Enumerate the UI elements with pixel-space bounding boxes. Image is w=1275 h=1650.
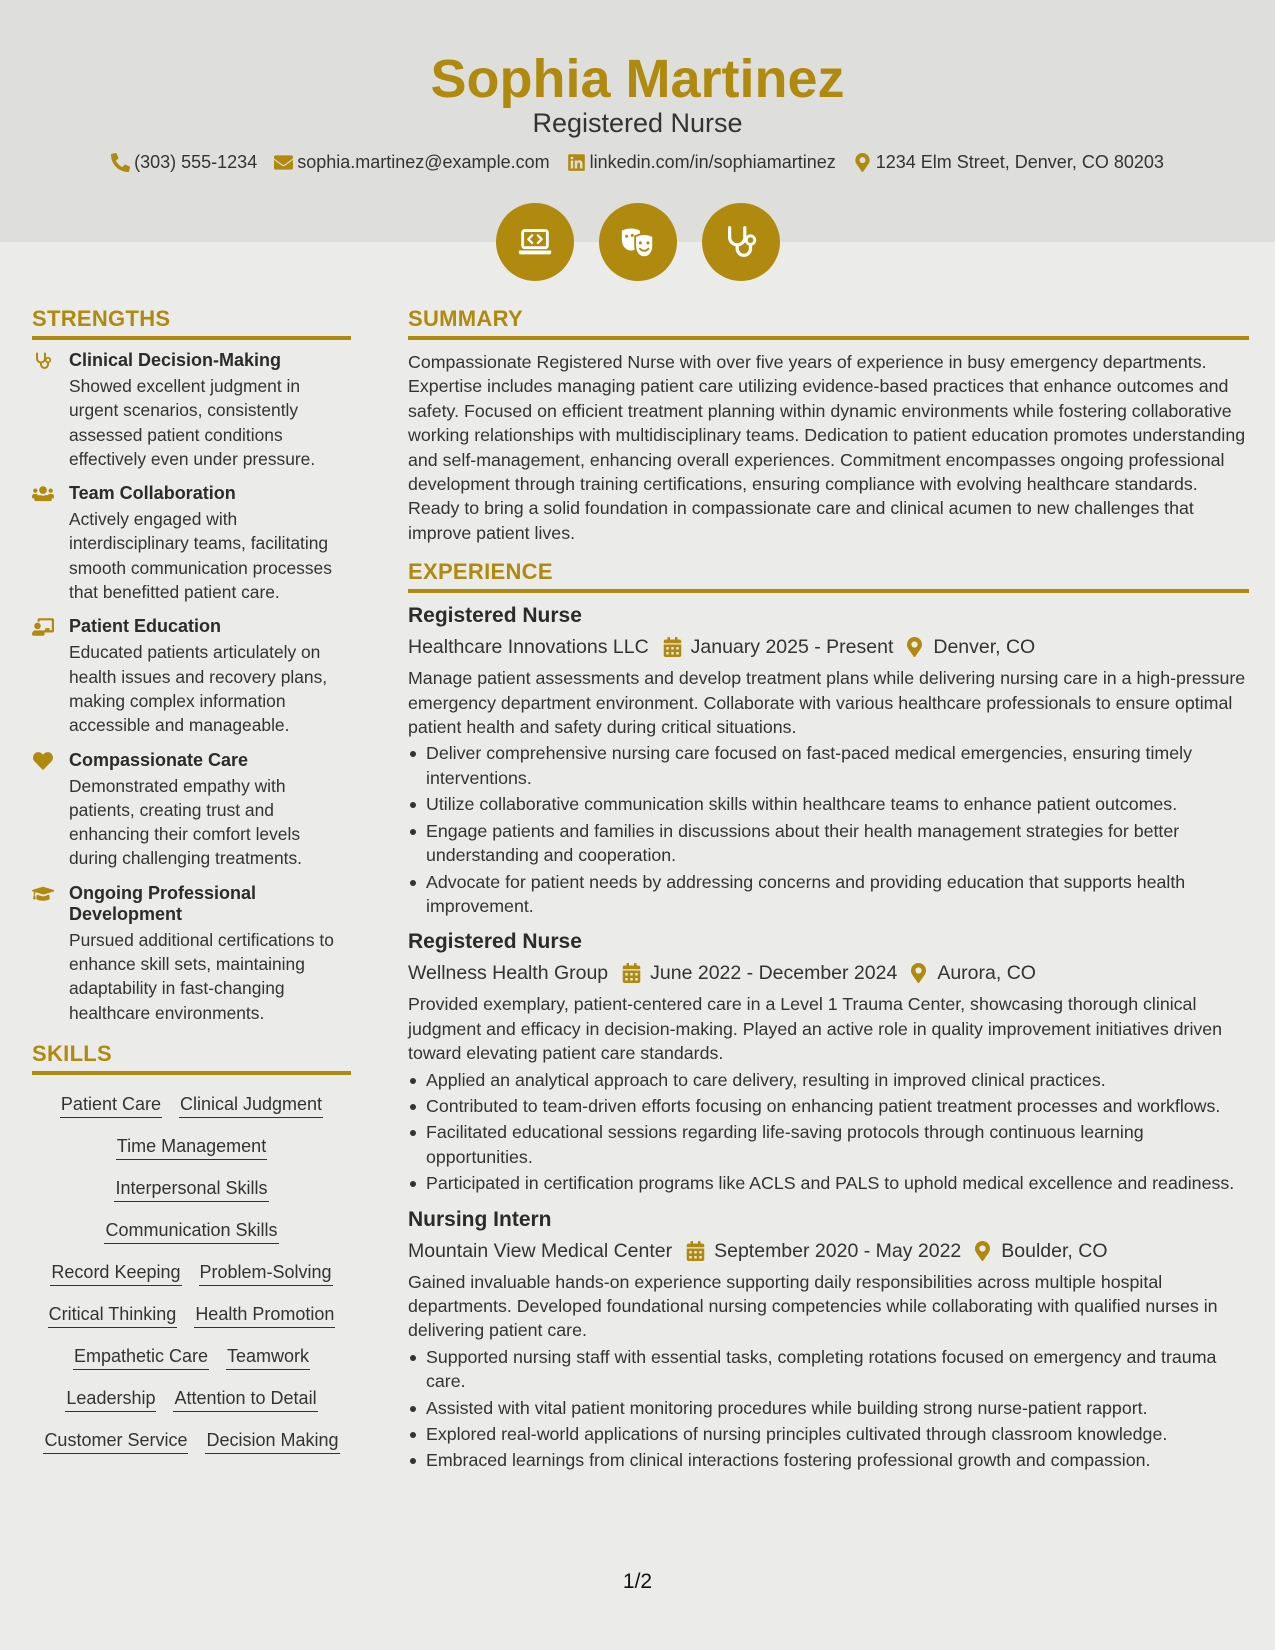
strength-title: Clinical Decision-Making bbox=[69, 350, 282, 370]
skill-tag: Attention to Detail bbox=[173, 1386, 317, 1412]
page-number: 1/2 bbox=[622, 1570, 653, 1593]
calendar-icon bbox=[686, 1241, 705, 1261]
job-entry bbox=[408, 929, 1249, 1195]
job-title: Nursing Intern bbox=[408, 1207, 552, 1231]
job-bullets bbox=[408, 1345, 1249, 1473]
contact-email bbox=[274, 152, 549, 173]
candidate-role: Registered Nurse bbox=[532, 108, 743, 138]
skill-tag: Interpersonal Skills bbox=[114, 1176, 268, 1202]
skill-tag: Communication Skills bbox=[104, 1218, 278, 1244]
strength-desc: Pursued additional certifications to enhance skill sets, maintaining adaptability in fast-changing healthcare environments. bbox=[69, 929, 334, 1023]
right-column bbox=[408, 306, 1249, 1484]
job-entry bbox=[408, 603, 1249, 918]
job-location: Boulder, CO bbox=[1001, 1239, 1108, 1262]
job-location: Denver, CO bbox=[933, 636, 1036, 659]
contact-linkedin bbox=[567, 152, 836, 173]
skills-list bbox=[32, 1090, 351, 1454]
calendar-icon bbox=[663, 637, 682, 657]
job-bullet: Participated in certification programs like ACLS and PALS to uphold medical excellence and readiness. bbox=[408, 1171, 1249, 1195]
users-icon bbox=[32, 484, 54, 504]
location-pin-icon bbox=[909, 963, 928, 983]
strengths-heading: STRENGTHS bbox=[32, 306, 351, 340]
job-bullet: Assisted with vital patient monitoring procedures while building strong nurse-patient rapport. bbox=[408, 1396, 1249, 1420]
job-description: Provided exemplary, patient-centered care in a Level 1 Trauma Center, showcasing thorough clinical judgment and efficacy in decision-making. Played an active role in quality improvement initiatives driven toward elevating patient care standards. bbox=[408, 994, 1223, 1064]
job-title: Registered Nurse bbox=[408, 930, 582, 954]
location-pin-icon bbox=[853, 153, 872, 172]
strength-title: Compassionate Care bbox=[69, 749, 249, 770]
laptop-code-badge bbox=[496, 203, 574, 281]
experience-heading: EXPERIENCE bbox=[408, 559, 1249, 593]
job-description: Gained invaluable hands-on experience supporting daily responsibilities across multiple hospital departments. Developed foundational nursing competencies while collaborating with qualified nurses in delivering patient care. bbox=[408, 1271, 1218, 1341]
job-bullet: Utilize collaborative communication skills within healthcare teams to enhance patient outcomes. bbox=[408, 792, 1249, 816]
job-dates: September 2020 - May 2022 bbox=[714, 1239, 962, 1262]
skills-heading: SKILLS bbox=[32, 1041, 351, 1075]
phone-icon bbox=[111, 153, 130, 172]
job-company: Healthcare Innovations LLC bbox=[408, 636, 649, 659]
job-description: Manage patient assessments and develop treatment plans while delivering nursing care in a high-pressure emergency department environment. Collaborate with various healthcare professionals to ensure optimal patient health and safety during critical situations. bbox=[408, 668, 1246, 738]
job-dates: June 2022 - December 2024 bbox=[650, 962, 898, 985]
heart-icon bbox=[32, 751, 54, 771]
stethoscope-icon bbox=[32, 351, 54, 371]
contact-phone bbox=[111, 152, 257, 173]
skill-tag: Decision Making bbox=[205, 1428, 339, 1454]
strength-title: Ongoing Professional Development bbox=[69, 882, 257, 924]
calendar-icon bbox=[622, 963, 641, 983]
strength-item bbox=[32, 616, 351, 737]
skill-tag: Empathetic Care bbox=[73, 1344, 209, 1370]
strength-item bbox=[32, 750, 351, 871]
badge-row bbox=[0, 203, 1275, 281]
job-bullet: Contributed to team-driven efforts focusing on enhancing patient treatment processes and workflows. bbox=[408, 1094, 1249, 1118]
job-bullet: Applied an analytical approach to care delivery, resulting in improved clinical practices. bbox=[408, 1068, 1249, 1092]
job-bullet: Advocate for patient needs by addressing concerns and providing education that supports health improvement. bbox=[408, 870, 1249, 919]
strength-item bbox=[32, 483, 351, 604]
job-bullet: Deliver comprehensive nursing care focused on fast-paced medical emergencies, ensuring timely interventions. bbox=[408, 741, 1249, 790]
strength-desc: Actively engaged with interdisciplinary teams, facilitating smooth communication processes that benefitted patient care. bbox=[69, 509, 332, 603]
job-bullets bbox=[408, 1068, 1249, 1196]
job-meta bbox=[408, 960, 1249, 986]
envelope-icon bbox=[274, 153, 293, 172]
job-entry bbox=[408, 1207, 1249, 1473]
contact-email-text: sophia.martinez@example.com bbox=[297, 152, 550, 172]
summary-text: Compassionate Registered Nurse with over five years of experience in busy emergency departments. Expertise includes managing patient care utilizing evidence-based practices that enhance outcomes and safety. Focused on efficient treatment planning within dynamic environments while fostering collaborative working relationships with multidisciplinary teams. Dedication to patient education promotes understanding and self-management, enhancing overall experiences. Commitment encompasses ongoing professional development through training certifications, ensuring compliance with evolving healthcare standards. Ready to bring a solid foundation in compassionate care and clinical acumen to new challenges that improve patient lives. bbox=[408, 352, 1246, 543]
skill-tag: Problem-Solving bbox=[199, 1260, 333, 1286]
skill-tag: Time Management bbox=[116, 1134, 267, 1160]
job-title: Registered Nurse bbox=[408, 604, 582, 628]
chalkboard-teacher-icon bbox=[32, 617, 54, 637]
skill-tag: Clinical Judgment bbox=[179, 1092, 323, 1118]
job-bullet: Explored real-world applications of nursing principles cultivated through classroom knowledge. bbox=[408, 1422, 1249, 1446]
job-meta bbox=[408, 634, 1249, 660]
contact-address-text: 1234 Elm Street, Denver, CO 80203 bbox=[875, 152, 1164, 172]
job-meta bbox=[408, 1238, 1249, 1264]
strength-desc: Educated patients articulately on health issues and recovery plans, making complex information accessible and manageable. bbox=[69, 642, 328, 736]
job-bullet: Embraced learnings from clinical interactions fostering professional growth and compassion. bbox=[408, 1448, 1249, 1472]
job-dates: January 2025 - Present bbox=[690, 636, 894, 659]
resume-header bbox=[0, 0, 1275, 242]
laptop-code-icon bbox=[516, 223, 554, 261]
skill-tag: Health Promotion bbox=[194, 1302, 335, 1328]
strength-item bbox=[32, 883, 351, 1025]
skill-tag: Record Keeping bbox=[50, 1260, 181, 1286]
strength-item bbox=[32, 350, 351, 471]
left-column bbox=[32, 306, 351, 1454]
job-company: Wellness Health Group bbox=[408, 962, 609, 985]
job-bullet: Supported nursing staff with essential tasks, completing rotations focused on emergency and trauma care. bbox=[408, 1345, 1249, 1394]
contact-phone-text: (303) 555-1234 bbox=[134, 152, 258, 172]
contact-linkedin-text: linkedin.com/in/sophiamartinez bbox=[589, 152, 836, 172]
contact-address bbox=[853, 152, 1164, 173]
job-bullet: Engage patients and families in discussions about their health management strategies for better understanding and cooperation. bbox=[408, 819, 1249, 868]
candidate-name: Sophia Martinez bbox=[430, 49, 845, 109]
location-pin-icon bbox=[973, 1241, 992, 1261]
skill-tag: Customer Service bbox=[43, 1428, 188, 1454]
job-bullet: Facilitated educational sessions regarding life-saving protocols through continuous learning opportunities. bbox=[408, 1120, 1249, 1169]
skill-tag: Leadership bbox=[65, 1386, 156, 1412]
graduation-cap-icon bbox=[32, 884, 54, 904]
skill-tag: Patient Care bbox=[60, 1092, 162, 1118]
job-company: Mountain View Medical Center bbox=[408, 1239, 673, 1262]
contact-bar bbox=[0, 152, 1275, 173]
summary-heading: SUMMARY bbox=[408, 306, 1249, 340]
stethoscope-icon bbox=[722, 223, 760, 261]
strength-desc: Showed excellent judgment in urgent scenarios, consistently assessed patient conditions effectively even under pressure. bbox=[69, 376, 316, 469]
strength-desc: Demonstrated empathy with patients, creating trust and enhancing their comfort levels during challenging treatments. bbox=[69, 775, 302, 869]
strength-title: Patient Education bbox=[69, 616, 222, 637]
theater-masks-icon bbox=[619, 223, 657, 261]
strength-title: Team Collaboration bbox=[69, 483, 236, 504]
theater-masks-badge bbox=[599, 203, 677, 281]
job-location: Aurora, CO bbox=[937, 962, 1036, 985]
skill-tag: Critical Thinking bbox=[48, 1302, 178, 1328]
linkedin-icon bbox=[567, 153, 586, 172]
skill-tag: Teamwork bbox=[226, 1344, 310, 1370]
stethoscope-badge bbox=[702, 203, 780, 281]
location-pin-icon bbox=[905, 637, 924, 657]
job-bullets bbox=[408, 741, 1249, 918]
